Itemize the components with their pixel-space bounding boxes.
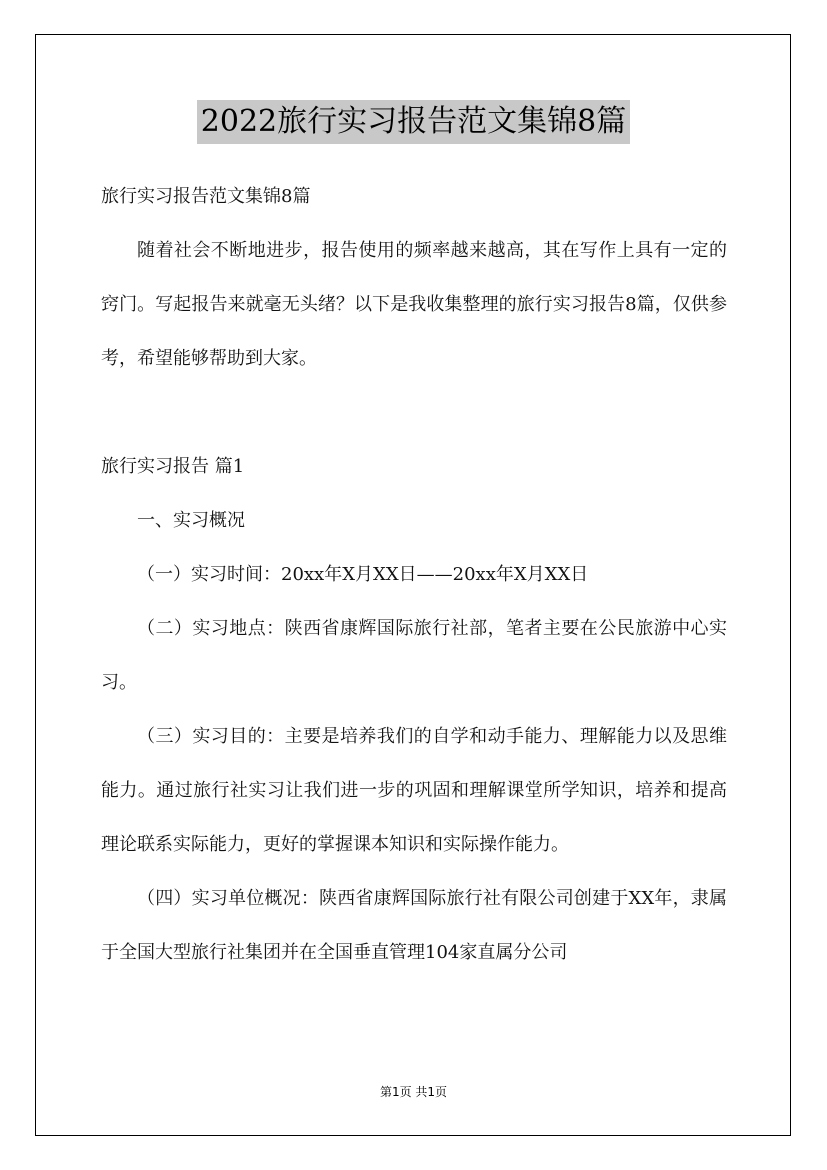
overview-heading: 一、实习概况 [137,510,245,531]
item-company: （四）实习单位概况：陕西省康辉国际旅行社有限公司创建于XX年，隶属于全国大型旅行社集团并在全国垂直管理104家直属分公司 [101,888,727,963]
item-time: （一）实习时间：20xx年X月XX日——20xx年X月XX日 [137,564,589,585]
document-body [101,170,727,980]
subtitle: 旅行实习报告范文集锦8篇 [101,186,311,207]
title-wrap [0,100,827,144]
page-footer: 第1页 共1页 [379,1085,448,1099]
spacer [101,386,727,440]
item-purpose: （三）实习目的：主要是培养我们的自学和动手能力、理解能力以及思维能力。通过旅行社实习让我们进一步的巩固和理解课堂所学知识，培养和提高理论联系实际能力，更好的掌握课本知识和实际操作能力。 [101,726,727,855]
document-title: 2022旅行实习报告范文集锦8篇 [197,100,630,144]
intro-paragraph: 随着社会不断地进步，报告使用的频率越来越高，其在写作上具有一定的窍门。写起报告来就毫无头绪？以下是我收集整理的旅行实习报告8篇，仅供参考，希望能够帮助到大家。 [101,240,727,369]
item-location: （二）实习地点：陕西省康辉国际旅行社部，笔者主要在公民旅游中心实习。 [101,618,727,693]
section-heading: 旅行实习报告 篇1 [101,456,245,477]
